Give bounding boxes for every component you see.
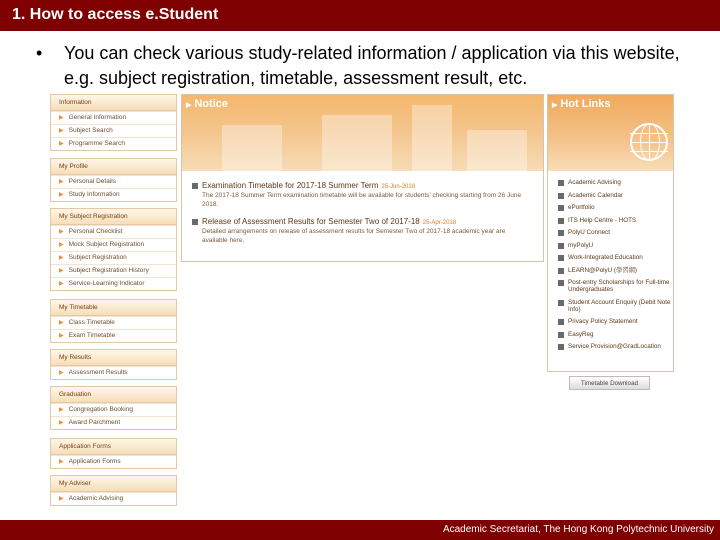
title-bar bbox=[0, 0, 720, 31]
notice-title[interactable]: Release of Assessment Results for Semester Two of 2017-18 25-Apr-2018 bbox=[202, 217, 457, 226]
sidebar-group-information bbox=[50, 94, 177, 151]
sidebar-link[interactable]: ▶ Award Parchment bbox=[51, 416, 176, 429]
hot-link[interactable]: ePortfolio bbox=[558, 204, 672, 211]
hot-link[interactable]: Service Provision@GradLocation bbox=[558, 343, 672, 350]
hot-link[interactable]: myPolyU bbox=[558, 242, 672, 249]
sidebar-link[interactable]: ▶ Academic Advising bbox=[51, 492, 176, 505]
building-graphic bbox=[467, 130, 527, 171]
triangle-right-icon: ▶ bbox=[59, 229, 64, 235]
hot-link[interactable]: Academic Calendar bbox=[558, 192, 672, 199]
triangle-right-icon: ▶ bbox=[59, 496, 64, 502]
sidebar-group-my-results bbox=[50, 349, 177, 380]
square-bullet-icon bbox=[558, 218, 564, 224]
hot-link[interactable]: Privacy Policy Statement bbox=[558, 318, 672, 325]
triangle-right-icon: ▶ bbox=[59, 420, 64, 426]
sidebar-link[interactable]: ▶ Personal Checklist bbox=[51, 225, 176, 238]
square-bullet-icon bbox=[558, 230, 564, 236]
square-bullet-icon bbox=[558, 300, 564, 306]
notice-description: The 2017-18 Summer Term examination timetable will be available for students' checking starting from 26 June 2018. bbox=[202, 192, 522, 208]
triangle-right-icon: ▶ bbox=[59, 255, 64, 261]
sidebar-group-heading: My Results bbox=[51, 350, 176, 366]
sidebar-link[interactable]: ▶ Personal Details bbox=[51, 175, 176, 188]
hot-link[interactable]: Academic Advising bbox=[558, 179, 672, 186]
notice-date: 25-Jun-2018 bbox=[381, 184, 416, 190]
triangle-right-icon: ▶ bbox=[59, 333, 64, 339]
triangle-right-icon: ▶ bbox=[59, 268, 64, 274]
hot-links-heading: ▶ Hot Links bbox=[552, 98, 611, 110]
estudent-screenshot bbox=[50, 94, 674, 514]
hot-links-banner bbox=[548, 95, 673, 171]
footer bbox=[0, 520, 720, 540]
triangle-right-icon: ▶ bbox=[59, 115, 64, 121]
hot-links-list bbox=[558, 179, 672, 356]
square-bullet-icon bbox=[558, 280, 564, 286]
triangle-right-icon: ▶ bbox=[59, 407, 64, 413]
hot-links-panel bbox=[547, 94, 674, 372]
square-bullet-icon bbox=[558, 180, 564, 186]
sidebar-link[interactable]: ▶ Exam Timetable bbox=[51, 329, 176, 342]
sidebar-link[interactable]: ▶ Mock Subject Registration bbox=[51, 238, 176, 251]
sidebar-group-application-forms bbox=[50, 438, 177, 469]
hot-link[interactable]: EasyReg bbox=[558, 331, 672, 338]
sidebar-group-graduation bbox=[50, 386, 177, 430]
hot-link[interactable]: LEARN@PolyU (學習網) bbox=[558, 267, 672, 274]
triangle-right-icon: ▶ bbox=[59, 242, 64, 248]
sidebar-link[interactable]: ▶ Subject Registration bbox=[51, 251, 176, 264]
hot-link[interactable]: ITS Help Centre - HOTS bbox=[558, 217, 672, 224]
hot-link[interactable]: Post-entry Scholarships for Full-time Undergraduates bbox=[558, 279, 672, 293]
triangle-right-icon: ▶ bbox=[59, 370, 64, 376]
square-bullet-icon bbox=[558, 243, 564, 249]
notice-date: 25-Apr-2018 bbox=[422, 220, 457, 226]
sidebar-link[interactable]: ▶ Class Timetable bbox=[51, 316, 176, 329]
triangle-right-icon: ▶ bbox=[552, 102, 558, 109]
building-graphic bbox=[412, 105, 452, 171]
building-graphic bbox=[322, 115, 392, 171]
sidebar-link[interactable]: ▶ General Information bbox=[51, 111, 176, 124]
building-graphic bbox=[222, 125, 282, 171]
sidebar-group-my-adviser bbox=[50, 475, 177, 506]
triangle-right-icon: ▶ bbox=[186, 102, 192, 109]
square-bullet-icon bbox=[558, 193, 564, 199]
hot-link[interactable]: Work-Integrated Education bbox=[558, 254, 672, 261]
square-bullet-icon bbox=[558, 332, 564, 338]
sidebar-group-my-profile bbox=[50, 158, 177, 202]
sidebar-link[interactable]: ▶ Study Information bbox=[51, 188, 176, 201]
square-bullet-icon bbox=[558, 344, 564, 350]
hot-link[interactable]: Student Account Enquiry (Debit Note Info) bbox=[558, 299, 672, 313]
square-bullet-icon bbox=[558, 319, 564, 325]
globe-icon bbox=[630, 123, 668, 161]
square-bullet-icon bbox=[192, 219, 198, 225]
sidebar-group-heading: Application Forms bbox=[51, 439, 176, 455]
notice-heading: ▶ Notice bbox=[186, 98, 229, 110]
bullet-text: You can check various study-related information / application via this website, e.g. subject registration, timetable, assessment result, etc. bbox=[64, 43, 680, 88]
square-bullet-icon bbox=[558, 255, 564, 261]
sidebar-group-heading: Information bbox=[51, 95, 176, 111]
sidebar-link[interactable]: ▶ Congregation Booking bbox=[51, 403, 176, 416]
hot-link[interactable]: PolyU Connect bbox=[558, 229, 672, 236]
timetable-download-button[interactable]: Timetable Download bbox=[569, 376, 650, 390]
sidebar-link[interactable]: ▶ Subject Search bbox=[51, 124, 176, 137]
bullet-dot: • bbox=[36, 43, 43, 63]
sidebar-link[interactable]: ▶ Application Forms bbox=[51, 455, 176, 468]
sidebar-group-heading: Graduation bbox=[51, 387, 176, 403]
sidebar-link[interactable]: ▶ Subject Registration History bbox=[51, 264, 176, 277]
footer-text: Academic Secretariat, The Hong Kong Polytechnic University bbox=[442, 524, 714, 535]
sidebar-group-heading: My Profile bbox=[51, 159, 176, 175]
sidebar-link[interactable]: ▶ Service-Learning Indicator bbox=[51, 277, 176, 290]
square-bullet-icon bbox=[192, 183, 198, 189]
notice-banner bbox=[182, 95, 543, 171]
notice-title[interactable]: Examination Timetable for 2017-18 Summer Term 25-Jun-2018 bbox=[202, 181, 416, 190]
sidebar-group-heading: My Subject Registration bbox=[51, 209, 176, 225]
triangle-right-icon: ▶ bbox=[59, 281, 64, 287]
notice-description: Detailed arrangements on release of assessment results for Semester Two of 2017-18 academic year are available here. bbox=[202, 228, 506, 244]
triangle-right-icon: ▶ bbox=[59, 128, 64, 134]
sidebar-link[interactable]: ▶ Assessment Results bbox=[51, 366, 176, 379]
notice-panel bbox=[181, 94, 544, 262]
triangle-right-icon: ▶ bbox=[59, 192, 64, 198]
square-bullet-icon bbox=[558, 268, 564, 274]
triangle-right-icon: ▶ bbox=[59, 459, 64, 465]
sidebar-group-my-timetable bbox=[50, 299, 177, 343]
sidebar-group-heading: My Adviser bbox=[51, 476, 176, 492]
triangle-right-icon: ▶ bbox=[59, 141, 64, 147]
triangle-right-icon: ▶ bbox=[59, 320, 64, 326]
triangle-right-icon: ▶ bbox=[59, 179, 64, 185]
sidebar-link[interactable]: ▶ Programme Search bbox=[51, 137, 176, 150]
square-bullet-icon bbox=[558, 205, 564, 211]
sidebar-group-heading: My Timetable bbox=[51, 300, 176, 316]
slide-title: 1. How to access e.Student bbox=[12, 6, 219, 23]
sidebar-group-subject-registration bbox=[50, 208, 177, 291]
